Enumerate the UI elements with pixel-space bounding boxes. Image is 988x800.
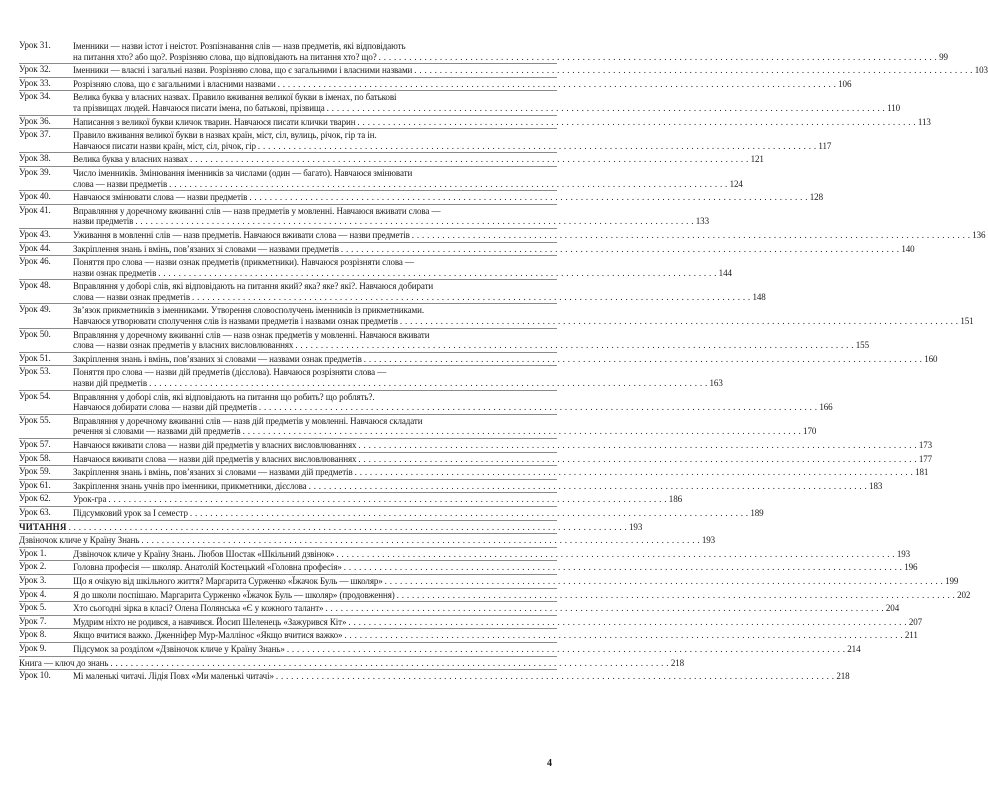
lesson-number: Урок 40. xyxy=(19,191,51,202)
page-ref: 193 xyxy=(701,535,716,546)
lesson-number: Урок 9. xyxy=(19,642,47,653)
entry-line xyxy=(73,507,764,519)
lesson-number: Урок 63. xyxy=(19,506,51,517)
page-ref: 177 xyxy=(918,453,933,464)
toc-entry[interactable] xyxy=(19,303,974,327)
page-ref: 144 xyxy=(718,267,732,278)
toc-entry[interactable] xyxy=(19,255,732,279)
toc-entry[interactable] xyxy=(19,204,709,228)
entry-title: речення зі словами — назвами дій предметів xyxy=(73,426,241,437)
toc-entry[interactable] xyxy=(19,560,918,574)
dot-leader xyxy=(249,192,807,203)
toc-entry[interactable] xyxy=(19,128,832,152)
entry-line xyxy=(73,192,823,203)
lesson-number: Урок 3. xyxy=(19,574,47,585)
toc-entry[interactable] xyxy=(19,615,923,629)
toc-entry[interactable] xyxy=(19,414,817,438)
toc-entry[interactable] xyxy=(19,574,959,588)
dot-leader xyxy=(69,522,627,533)
page-ref: 207 xyxy=(908,616,923,627)
toc-entry[interactable] xyxy=(19,628,918,642)
dot-leader xyxy=(295,340,853,351)
page-ref: 193 xyxy=(896,548,911,559)
entry-line xyxy=(73,340,869,351)
entry-line: Поняття про слова — назви дій предметів (дієслова). Навчаюся розрізняти слова — xyxy=(73,367,387,378)
entry-line: Число іменників. Змінювання іменників за числами (один — багато). Навчаюся змінювати xyxy=(73,167,413,178)
entry-title: на питання хто? або що?. Розрізняю слова, що відповідають на питання хто? що? xyxy=(73,51,377,62)
entry-line xyxy=(73,116,931,128)
entry-line xyxy=(73,102,900,114)
lesson-number: Урок 7. xyxy=(19,615,47,626)
page-ref: 181 xyxy=(915,467,929,478)
toc-entry[interactable] xyxy=(19,190,823,204)
entry-line xyxy=(73,480,883,492)
toc-entry[interactable] xyxy=(19,438,933,452)
lesson-number: Урок 61. xyxy=(19,479,51,490)
dot-leader xyxy=(259,402,817,413)
toc-entry[interactable] xyxy=(19,465,929,479)
lesson-number: Урок 62. xyxy=(19,493,51,504)
entry-line xyxy=(73,494,682,505)
entry-line xyxy=(73,378,723,389)
entry-title: слова — назви предметів xyxy=(73,178,168,189)
lesson-number: Урок 36. xyxy=(19,115,51,126)
toc-entry[interactable] xyxy=(19,328,869,352)
lesson-number: Урок 39. xyxy=(19,166,51,177)
entry-title: Підсумок за розділом «Дзвіночок кличе у Країну Знань» xyxy=(73,643,285,654)
dot-leader xyxy=(190,154,748,165)
toc-entry[interactable] xyxy=(19,152,764,166)
lesson-number: Урок 51. xyxy=(19,352,51,363)
entry-line: Вправляння у доречному вживанні слів — назв дій предметів у мовленні. Навчаюся складати xyxy=(73,415,423,426)
lesson-number: Урок 49. xyxy=(19,304,51,315)
entry-line xyxy=(73,353,938,365)
entry-title: Що я очікую від шкільного життя? Маргарита Сурженко «Їжачок Буль — школяр» xyxy=(73,575,383,586)
entry-line xyxy=(73,229,986,241)
dot-leader xyxy=(327,103,885,114)
dot-leader xyxy=(287,644,845,655)
dot-leader xyxy=(110,658,668,669)
dot-leader xyxy=(149,378,707,389)
toc-entry[interactable] xyxy=(19,365,723,389)
entry-title: Закріплення знань учнів про іменники, прикметники, дієслова xyxy=(73,480,307,491)
dot-leader xyxy=(344,630,902,641)
entry-line xyxy=(73,316,974,327)
page-ref: 170 xyxy=(803,426,817,437)
entry-title: Головна професія — школяр. Анатолій Костецький «Головна професія» xyxy=(73,562,342,573)
entry-title: Якщо вчитися важко. Дженніфер Мур-Малліноc «Якщо вчитися важко» xyxy=(73,630,343,641)
entry-line: Вправляння у доречному вживанні слів — назв предметів у мовленні. Навчаюся вживати слова — xyxy=(73,205,441,216)
entry-title: та прізвищах людей. Навчаюся писати імена, по батькові, прізвища xyxy=(73,102,325,113)
page-ref: 202 xyxy=(957,589,971,600)
entry-title: Навчаюся добирати слова — назви дій предметів xyxy=(73,402,257,413)
page-ref: 110 xyxy=(887,102,900,113)
dot-leader xyxy=(169,179,727,190)
lesson-number: Урок 57. xyxy=(19,439,51,449)
dot-leader xyxy=(278,79,836,90)
entry-line xyxy=(73,51,948,63)
entry-title: Написання з великої букви кличок тварин. Навчаюся писати клички тварин xyxy=(73,116,356,127)
entry-title: назви ознак предметів xyxy=(73,267,157,278)
dot-leader xyxy=(355,467,913,478)
section-title: ЧИТАННЯ xyxy=(19,521,67,532)
lesson-number: Урок 53. xyxy=(19,366,51,377)
entry-line xyxy=(73,402,833,413)
entry-line xyxy=(73,453,933,465)
entry-title: Закріплення знань і вмінь, пов’язаних зі словами — назвами дій предметів xyxy=(73,467,353,478)
lesson-number: Урок 8. xyxy=(19,629,47,640)
entry-title: Велика буква у власних назвах xyxy=(73,154,189,165)
dot-leader xyxy=(243,426,801,437)
page-ref: 186 xyxy=(668,494,682,505)
dot-leader xyxy=(348,617,906,628)
page-ref: 173 xyxy=(918,440,933,450)
toc-entry[interactable] xyxy=(19,228,986,242)
page-ref: 204 xyxy=(885,603,900,614)
dot-leader xyxy=(141,535,699,546)
dot-leader xyxy=(400,316,958,327)
dot-leader xyxy=(358,440,916,451)
entry-line xyxy=(73,575,959,587)
page-ref: 193 xyxy=(629,521,643,532)
page-ref: 218 xyxy=(836,671,850,682)
lesson-number: Урок 59. xyxy=(19,466,51,477)
entry-line xyxy=(73,467,929,478)
entry-line xyxy=(73,548,911,560)
dot-leader xyxy=(309,481,867,492)
entry-title: Дзвіночок кличе у Країну Знань xyxy=(19,535,140,546)
entry-title: Уживання в мовленні слів — назв предметів. Навчаюся вживати слова — назви предметів xyxy=(73,229,410,240)
entry-line xyxy=(73,630,918,641)
entry-title: Навчаюся вживати слова — назви дій предметів у власних висловлюваннях xyxy=(73,440,357,450)
dot-leader xyxy=(276,671,834,682)
entry-title: Книга — ключ до знань xyxy=(19,657,109,668)
toc-entry[interactable] xyxy=(19,669,850,683)
entry-title: Підсумковий урок за I семестр xyxy=(73,507,188,518)
entry-title: Закріплення знань і вмінь, пов’язаних зі словами — назвами ознак предметів xyxy=(73,353,362,364)
entry-line xyxy=(73,603,900,614)
page-ref: 218 xyxy=(670,657,685,668)
entry-title: Навчаюся утворювати сполучення слів із назвами предметів і назвами ознак предметів xyxy=(73,316,398,327)
dot-leader xyxy=(397,590,955,601)
dot-leader xyxy=(325,603,883,614)
entry-line xyxy=(73,243,915,255)
page-ref: 124 xyxy=(729,178,743,189)
entry-line xyxy=(73,178,743,190)
toc-entry[interactable] xyxy=(19,242,915,256)
lesson-number: Урок 34. xyxy=(19,91,51,102)
entry-title: Іменники — власні і загальні назви. Розрізняю слова, що є загальними і власними назвами xyxy=(73,65,413,76)
lesson-number: Урок 48. xyxy=(19,280,51,291)
entry-title: Урок-гра xyxy=(73,494,107,505)
lesson-number: Урок 31. xyxy=(19,40,51,50)
entry-line xyxy=(73,562,918,573)
toc-entry[interactable] xyxy=(19,452,933,466)
page-ref: 151 xyxy=(960,316,974,327)
entry-line xyxy=(73,267,732,279)
page-ref: 113 xyxy=(917,116,931,127)
dot-leader xyxy=(379,52,937,63)
page-ref: 155 xyxy=(855,340,869,351)
toc-entry[interactable] xyxy=(19,506,764,520)
toc-entry[interactable] xyxy=(19,90,900,114)
dot-leader xyxy=(364,354,922,365)
entry-line: Іменники — назви істот і неістот. Розпізнавання слів — назв предметів, які відповідають xyxy=(73,41,406,51)
lesson-number: Урок 41. xyxy=(19,204,51,215)
page-ref: 136 xyxy=(972,229,986,240)
dot-leader xyxy=(135,216,693,227)
toc-entry[interactable] xyxy=(19,533,716,547)
lesson-number: Урок 10. xyxy=(19,670,51,681)
entry-title: Дзвіночок кличе у Країну Знань. Любов Шостак «Шкільний дзвінок» xyxy=(73,548,335,559)
page-ref: 121 xyxy=(750,154,764,165)
page-ref: 214 xyxy=(847,643,861,654)
entry-title: Навчаюся писати назви країн, міст, сіл, річок, гір xyxy=(73,140,256,151)
toc-entry[interactable] xyxy=(19,40,948,63)
dot-leader xyxy=(158,268,716,279)
page-ref: 133 xyxy=(695,216,709,227)
entry-title: Мудрим ніхто не родився, а навчився. Йосип Шеленець «Зажурився Кіт» xyxy=(73,616,347,627)
entry-line: Вправляння у доборі слів, які відповідають на питання що робить? що роблять?. xyxy=(73,391,375,402)
entry-title: Мі маленькі читачі. Лідія Повх «Ми маленькі читачі» xyxy=(73,671,274,682)
dot-leader xyxy=(412,230,970,241)
page-ref: 199 xyxy=(945,575,959,586)
entry-line xyxy=(73,426,817,437)
lesson-number: Урок 1. xyxy=(19,547,47,558)
entry-line xyxy=(73,140,832,152)
page-ref: 148 xyxy=(752,291,766,302)
entry-line xyxy=(73,616,923,628)
toc-entry[interactable] xyxy=(19,63,988,77)
toc-entry[interactable] xyxy=(19,656,685,670)
entry-line xyxy=(73,589,971,601)
lesson-number: Урок 54. xyxy=(19,390,51,401)
page-ref: 211 xyxy=(904,630,918,641)
dot-leader xyxy=(344,562,902,573)
dot-leader xyxy=(358,454,916,465)
dot-leader xyxy=(341,244,899,255)
page-number: 4 xyxy=(547,758,552,769)
page-ref: 166 xyxy=(819,402,833,413)
page-ref: 160 xyxy=(924,353,938,364)
lesson-number: Урок 44. xyxy=(19,242,51,253)
page-ref: 106 xyxy=(838,78,852,89)
dot-leader xyxy=(414,65,972,76)
dot-leader xyxy=(258,141,816,152)
entry-title: слова — назви ознак предметів xyxy=(73,291,191,302)
lesson-number: Урок 46. xyxy=(19,256,51,267)
lesson-number: Урок 58. xyxy=(19,452,51,463)
lesson-number: Урок 37. xyxy=(19,129,51,140)
dot-leader xyxy=(357,117,915,128)
toc-entry[interactable] xyxy=(19,601,900,615)
page-ref: 196 xyxy=(904,562,918,573)
entry-title: назви предметів xyxy=(73,216,134,227)
entry-title: Хто сьогодні зірка в класі? Олена Полянська «Є у кожного талант» xyxy=(73,603,324,614)
lesson-number: Урок 4. xyxy=(19,588,47,599)
entry-line xyxy=(73,154,764,165)
page-ref: 99 xyxy=(939,51,948,62)
lesson-number: Урок 5. xyxy=(19,602,47,613)
entry-title: назви дій предметів xyxy=(73,378,148,389)
entry-line xyxy=(73,671,850,682)
lesson-number: Урок 32. xyxy=(19,64,51,75)
entry-line xyxy=(73,78,852,90)
lesson-number: Урок 33. xyxy=(19,77,51,88)
section-line xyxy=(19,521,643,533)
entry-line xyxy=(73,291,766,303)
entry-line xyxy=(73,216,709,227)
page-ref: 117 xyxy=(818,140,832,151)
toc-entry[interactable] xyxy=(19,492,682,506)
entry-line xyxy=(73,65,988,76)
lesson-number: Урок 43. xyxy=(19,228,51,239)
dot-leader xyxy=(385,576,943,587)
toc-entry[interactable] xyxy=(19,166,743,190)
entry-title: Навчаюся вживати слова — назви дій предметів у власних висловлюваннях xyxy=(73,453,357,464)
entry-line: Велика буква у власних назвах. Правило вживання великої букви в іменах, по батькові xyxy=(73,92,397,103)
lesson-number: Урок 50. xyxy=(19,328,51,339)
page-ref: 189 xyxy=(750,507,764,518)
entry-line xyxy=(73,643,861,655)
entry-line xyxy=(19,535,716,546)
toc-entry[interactable] xyxy=(19,390,833,414)
toc-entry[interactable] xyxy=(19,352,938,366)
page-ref: 163 xyxy=(709,378,723,389)
table-of-contents xyxy=(19,40,988,683)
toc-entry[interactable] xyxy=(19,642,861,656)
toc-entry[interactable] xyxy=(19,279,766,303)
section-heading-reading[interactable] xyxy=(19,520,643,534)
lesson-number: Урок 38. xyxy=(19,153,51,164)
toc-entry[interactable] xyxy=(19,479,883,493)
dot-leader xyxy=(336,549,894,560)
entry-title: Навчаюся змінювати слова — назви предметів xyxy=(73,192,248,203)
page-ref: 183 xyxy=(869,480,883,491)
entry-title: Розрізняю слова, що є загальними і власними назвами xyxy=(73,78,276,89)
entry-line xyxy=(73,440,933,451)
lesson-number: Урок 55. xyxy=(19,414,51,425)
entry-line: Правило вживання великої букви в назвах країн, міст, сіл, вулиць, річок, гір та ін. xyxy=(73,130,377,141)
entry-line: Поняття про слова — назви ознак предметів (прикметники). Навчаюся розрізняти слова — xyxy=(73,257,414,268)
dot-leader xyxy=(192,292,750,303)
entry-line: Зв’язок прикметників з іменниками. Утворення словосполучень іменників із прикметниками. xyxy=(73,305,424,316)
toc-entry[interactable] xyxy=(19,77,852,91)
entry-title: Закріплення знань і вмінь, пов’язаних зі словами — назвами предметів xyxy=(73,243,339,254)
page-ref: 103 xyxy=(974,65,988,76)
page-ref: 140 xyxy=(901,243,915,254)
entry-line xyxy=(19,657,685,669)
toc-entry[interactable] xyxy=(19,547,911,561)
dot-leader xyxy=(108,494,666,505)
entry-line: Вправляння у доречному вживанні слів — назв ознак предметів у мовленні. Навчаюся вживати xyxy=(73,329,430,340)
dot-leader xyxy=(190,508,748,519)
toc-entry[interactable] xyxy=(19,588,971,602)
entry-line: Вправляння у доборі слів, які відповідають на питання який? яка? яке? які?. Навчаюся добирати xyxy=(73,281,434,292)
lesson-number: Урок 2. xyxy=(19,561,47,572)
toc-entry[interactable] xyxy=(19,115,931,129)
entry-title: слова — назви ознак предметів у власних висловлюваннях xyxy=(73,340,294,351)
page-ref: 128 xyxy=(809,192,823,203)
entry-title: Я до школи поспішаю. Маргарита Сурженко «Їжачок Буль — школяр» (продовження) xyxy=(73,589,395,600)
